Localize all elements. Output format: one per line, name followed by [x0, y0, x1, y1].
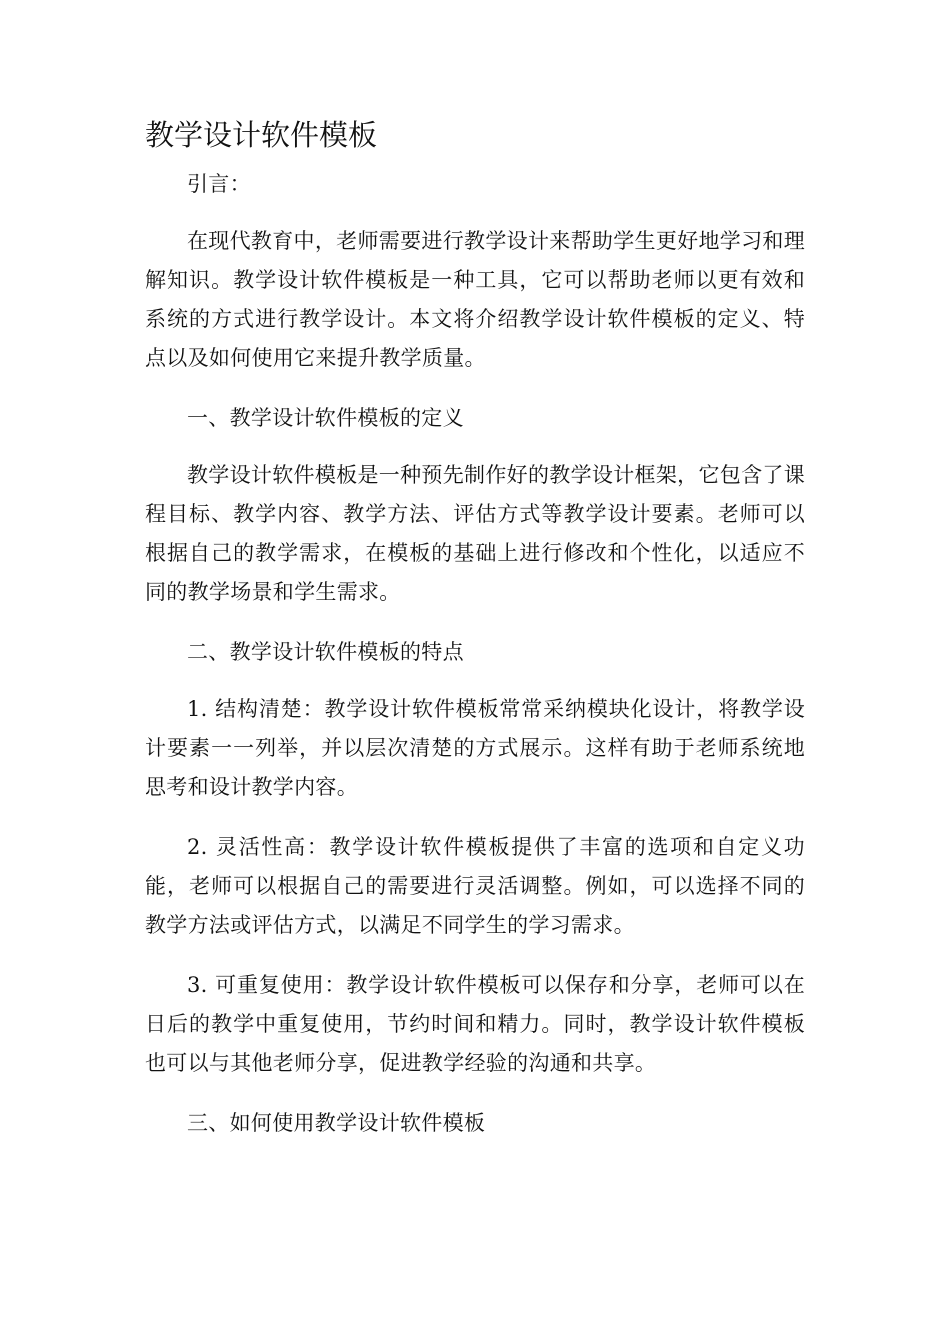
intro-paragraph: 在现代教育中，老师需要进行教学设计来帮助学生更好地学习和理解知识。教学设计软件模板是一种工具，它可以帮助老师以更有效和系统的方式进行教学设计。本文将介绍教学设计软件模板的定义、特点以及如何使用它来提升教学质量。: [145, 229, 805, 370]
feature-item-reuse: 3. 可重复使用：教学设计软件模板可以保存和分享，老师可以在日后的教学中重复使用，节约时间和精力。同时，教学设计软件模板也可以与其他老师分享，促进教学经验的沟通和共享。: [145, 973, 805, 1075]
definition-paragraph: 教学设计软件模板是一种预先制作好的教学设计框架，它包含了课程目标、教学内容、教学方法、评估方式等教学设计要素。老师可以根据自己的教学需求，在模板的基础上进行修改和个性化，以适应不同的教学场景和学生需求。: [145, 463, 805, 604]
feature-item-flexibility: 2. 灵活性高：教学设计软件模板提供了丰富的选项和自定义功能，老师可以根据自己的需要进行灵活调整。例如，可以选择不同的教学方法或评估方式，以满足不同学生的学习需求。: [145, 835, 805, 937]
section-heading-definition: 一、教学设计软件模板的定义: [187, 406, 464, 430]
intro-label: 引言：: [187, 172, 251, 196]
section-heading-features: 二、教学设计软件模板的特点: [187, 640, 464, 664]
section-heading-usage: 三、如何使用教学设计软件模板: [187, 1111, 486, 1135]
document-title: 教学设计软件模板: [145, 118, 378, 152]
document-page: [145, 113, 805, 1161]
feature-item-structure: 1. 结构清楚：教学设计软件模板常常采纳模块化设计，将教学设计要素一一列举，并以层次清楚的方式展示。这样有助于老师系统地思考和设计教学内容。: [145, 697, 805, 799]
